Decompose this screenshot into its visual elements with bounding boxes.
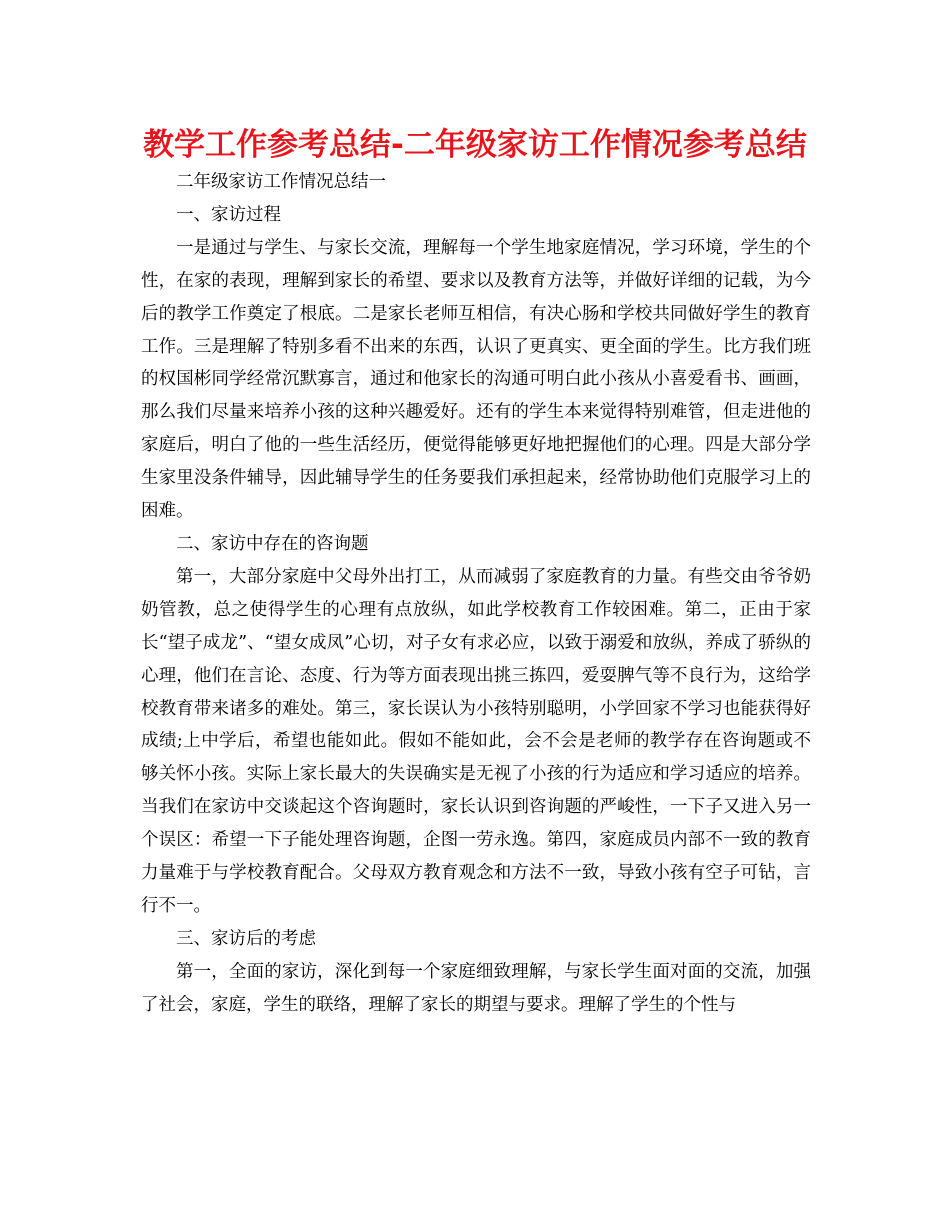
body-paragraph: 一是通过与学生、与家长交流，理解每一个学生地家庭情况，学习环境，学生的个性，在家的表现，理解到家长的希望、要求以及教育方法等，并做好详细的记载，为今后的教学工作奠定了根底。二是家长老师互相信，有决心肠和学校共同做好学生的教育工作。三是理解了特别多看不出来的东西，认识了更真实、更全面的学生。比方我们班的权国彬同学经常沉默寡言，通过和他家长的沟通可明白此小孩从小喜爱看书、画画，那么我们尽量来培养小孩的这种兴趣爱好。还有的学生本来觉得特别难管，但走进他的家庭后，明白了他的一些生活经历，便觉得能够更好地把握他们的心理。四是大部分学生家里没条件辅导，因此辅导学生的任务要我们承担起来，经常协助他们克服学习上的困难。 <box>141 237 811 522</box>
body-paragraph: 第一，大部分家庭中父母外出打工，从而减弱了家庭教育的力量。有些交由爷爷奶奶管教，总之使得学生的心理有点放纵，如此学校教育工作较困难。第二，正由于家长“望子成龙”、“望女成凤”心切，对子女有求必应，以致于溺爱和放纵，养成了骄纵的心理，他们在言论、态度、行为等方面表现出挑三拣四，爱耍脾气等不良行为，这给学校教育带来诸多的难处。第三，家长误认为小孩特别聪明，小学回家不学习也能获得好成绩;上中学后，希望也能如此。假如不能如此，会不会是老师的教学存在咨询题或不够关怀小孩。实际上家长最大的失误确实是无视了小孩的行为适应和学习适应的培养。当我们在家访中交谈起这个咨询题时，家长认识到咨询题的严峻性，一下子又进入另一个误区：希望一下子能处理咨询题，企图一劳永逸。第四，家庭成员内部不一致的教育力量难于与学校教育配合。父母双方教育观念和方法不一致，导致小孩有空子可钻，言行不一。 <box>141 566 811 916</box>
document-title: 教学工作参考总结-二年级家访工作情况参考总结 <box>143 127 807 163</box>
section-heading-existing-issues: 二、家访中存在的咨询题 <box>176 533 369 554</box>
document-body <box>141 166 811 1022</box>
body-paragraph: 第一，全面的家访，深化到每一个家庭细致理解，与家长学生面对面的交流，加强了社会，家庭，学生的联络，理解了家长的期望与要求。理解了学生的个性与 <box>141 961 811 1015</box>
section-heading-reflection: 三、家访后的考虑 <box>176 928 316 949</box>
section-heading-visit-process: 一、家访过程 <box>176 204 281 225</box>
subtitle-paragraph: 二年级家访工作情况总结一 <box>176 172 386 192</box>
